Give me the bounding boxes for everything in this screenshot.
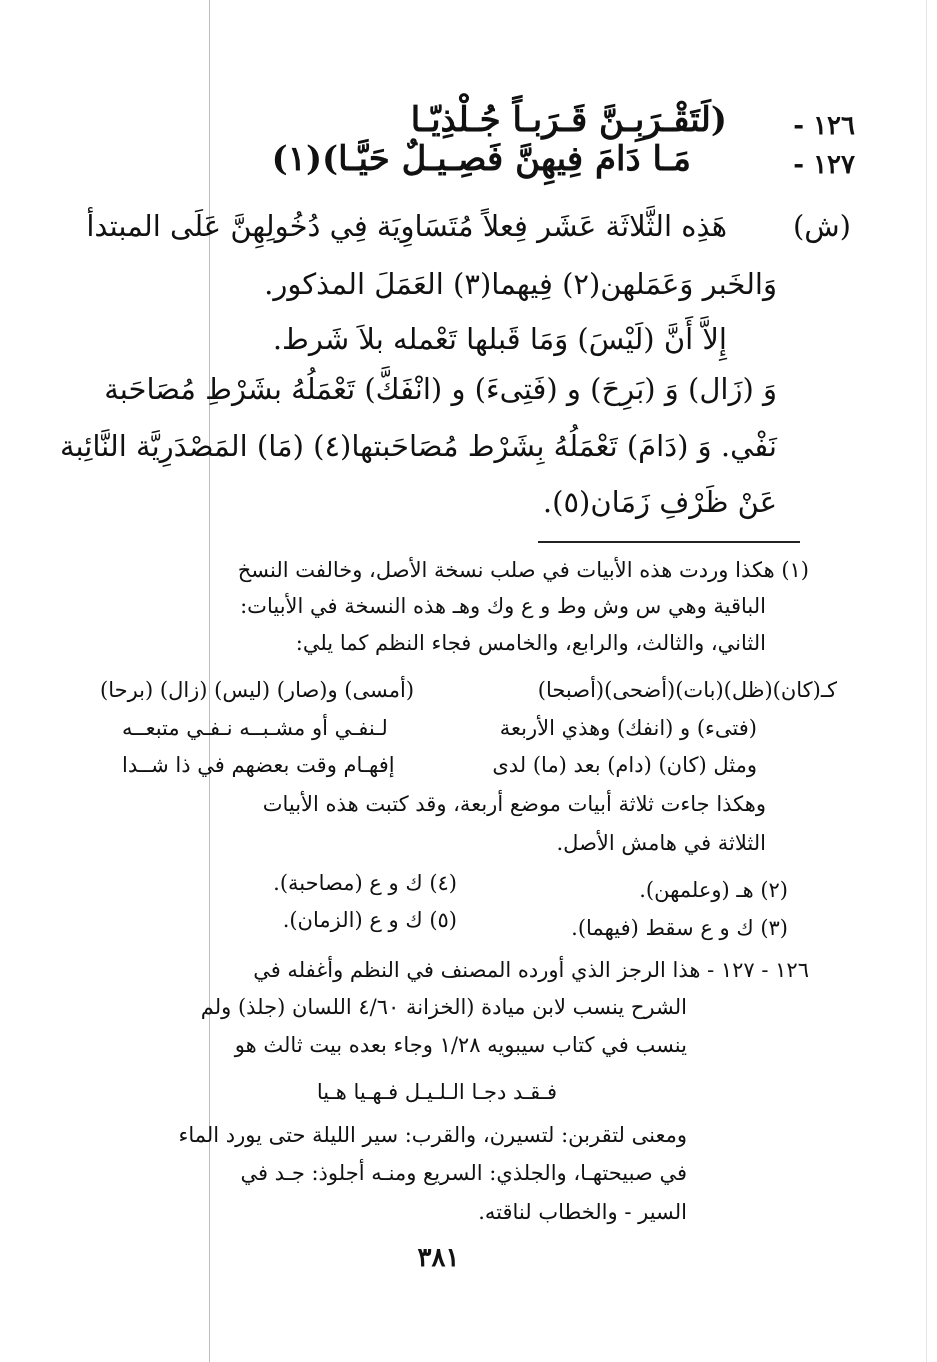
poem-row-1-hemistich-2: (أمسى) و(صار) (ليس) (زال) (برحا) xyxy=(100,678,415,702)
sharh-line-1: هَذِه الثَّلاثَة عَشَر فِعلاً مُتَسَاوِيَة فِي دُخُولِهِنَّ عَلَى المبتدأ xyxy=(86,209,727,243)
verse-126: (لَتَقْـرَبِـنَّ قَـرَبـاً جُـلْذِيّـا xyxy=(410,100,727,140)
poem-row-3-hemistich-2: إفهـام وقت بعضهم في ذا شــدا xyxy=(122,753,395,777)
poem-row-3-hemistich-1: ومثل (كان) (دام) بعد (ما) لدى xyxy=(492,753,757,777)
poem-row-2-hemistich-1: (فتىء) و (انفك) وهذي الأربعة xyxy=(499,716,757,740)
commentary-line-1: ١٢٦ - ١٢٧ - هذا الرجز الذي أورده المصنف في النظم وأغفله في xyxy=(253,958,809,982)
poem-row-1-hemistich-1: كـ(كان)(ظل)(بات)(أضحى)(أصبحا) xyxy=(537,678,837,702)
sharh-label: (ش) xyxy=(792,209,851,243)
footnote-1-tail-2: الثلاثة في هامش الأصل. xyxy=(556,831,766,855)
footnote-1-line-2: الباقية وهي س وش وط و ع وك وهـ هذه النسخة في الأبيات: xyxy=(240,594,766,618)
footnote-4: (٤) ك و ع (مصاحبة). xyxy=(273,871,457,895)
footnote-5: (٥) ك و ع (الزمان). xyxy=(282,908,457,932)
verse-number-126: ١٢٦ - xyxy=(793,111,855,141)
verse-number-127: ١٢٧ - xyxy=(793,150,855,180)
poem-row-2-hemistich-2: لـنفـي أو مشـبــه نـفـي متبعــه xyxy=(122,716,388,740)
sharh-line-3: إِلاَّ أَنَّ (لَيْسَ) وَمَا قَبلها تَعْمله بلاَ شَرط. xyxy=(272,322,727,356)
commentary-line-5: في صبيحتهـا، والجلذي: السريع ومنـه أجلوذ: جـد في xyxy=(240,1161,687,1185)
page-edge-line xyxy=(926,0,927,1362)
commentary-line-3: ينسب في كتاب سيبويه ١/٢٨ وجاء بعده بيت ثالث هو xyxy=(234,1033,687,1057)
quoted-verse: فـقـد دجـا الـلـيـل فـهـيا هـيا xyxy=(316,1080,557,1104)
footnote-2: (٢) هـ (وعلمهن). xyxy=(639,878,788,902)
commentary-line-4: ومعنى لتقربن: لتسيرن، والقرب: سير الليلة حتى يورد الماء xyxy=(178,1123,687,1147)
sharh-line-2: وَالخَبر وَعَمَلهن(٢) فِيهما(٣) العَمَلَ المذكور. xyxy=(264,267,777,301)
sharh-line-4: وَ (زَال) وَ (بَرِحَ) و (فَتِىءَ) و (انْفَكَّ) تَعْمَلُهُ بشَرْطِ مُصَاحَبة xyxy=(104,372,777,406)
footnote-1-line-1: (١) هكذا وردت هذه الأبيات في صلب نسخة الأصل، وخالفت النسخ xyxy=(237,558,809,582)
footnote-1-line-3: الثاني، والثالث، والرابع، والخامس فجاء النظم كما يلي: xyxy=(295,631,766,655)
verse-127: مَـا دَامَ فِيهِنَّ فَصِـيـلٌ حَيَّـا)(١) xyxy=(271,139,691,179)
commentary-line-6: السير - والخطاب لناقته. xyxy=(478,1200,687,1224)
commentary-line-2: الشرح ينسب لابن ميادة (الخزانة ٤/٦٠ اللسان (جلذ) ولم xyxy=(200,995,687,1019)
footnote-3: (٣) ك و ع سقط (فيهما). xyxy=(571,916,788,940)
sharh-line-5: نَفْي. وَ (دَامَ) تَعْمَلُهُ بِشَرْط مُصَاحَبتها(٤) (مَا) المَصْدَرِيَّة النَّائِبة xyxy=(59,429,777,463)
footnote-1-tail-1: وهكذا جاءت ثلاثة أبيات موضع أربعة، وقد كتبت هذه الأبيات xyxy=(262,792,766,816)
sharh-line-6: عَنْ ظَرْفِ زَمَان(٥). xyxy=(542,485,777,519)
page-number: ٣٨١ xyxy=(417,1243,460,1273)
footnote-separator xyxy=(538,541,800,543)
